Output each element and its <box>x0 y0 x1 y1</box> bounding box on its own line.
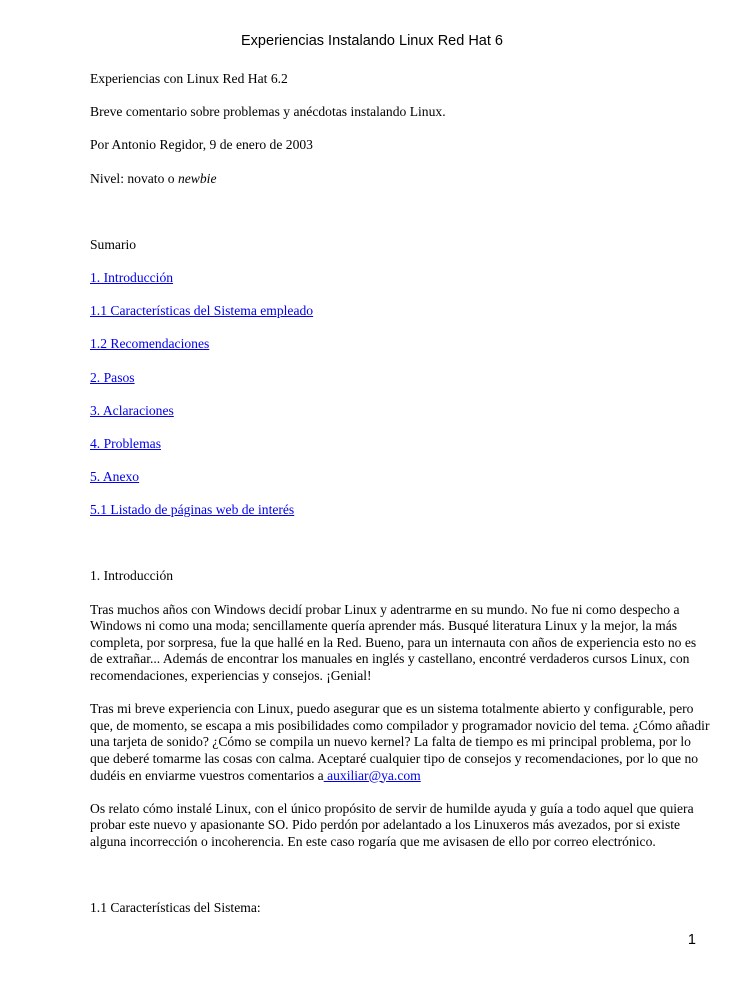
toc-link-recomendaciones[interactable]: 1.2 Recomendaciones <box>90 336 210 352</box>
spacer <box>90 535 710 568</box>
toc-link-aclaraciones[interactable]: 3. Aclaraciones <box>90 402 174 418</box>
toc-item <box>90 370 710 387</box>
toc-link-caracteristicas[interactable]: 1.1 Características del Sistema empleado <box>90 303 314 319</box>
paragraph-2 <box>90 701 710 784</box>
toc-link-anexo[interactable]: 5. Anexo <box>90 469 140 485</box>
toc-item <box>90 502 710 519</box>
toc-item <box>90 270 710 287</box>
document-subtitle: Breve comentario sobre problemas y anécdotas instalando Linux. <box>90 104 446 120</box>
toc-item <box>90 469 710 486</box>
toc-item <box>90 303 710 320</box>
toc-item <box>90 403 710 420</box>
paragraph-1: Tras muchos años con Windows decidí probar Linux y adentrarme en su mundo. No fue ni como despecho a Windows ni como una moda; sencillamente quería aprender más. Busqué literatura Linux y la mejor, la más completa, por sorpresa, fue la que hallé en la Red. Bueno, para un internauta con años de experiencia esto no es de extrañar... Además de encontrar los manuales en inglés y castellano, encontré verdaderos cursos Linux, con recomendaciones, experiencias y consejos. ¡Genial! <box>90 601 697 683</box>
level-line <box>90 171 710 188</box>
paragraph-3: Os relato cómo instalé Linux, con el único propósito de servir de humilde ayuda y guía a todo aquel que quiera probar este nuevo y apasionante SO. Pido perdón por adelantado a los Linuxeros más avezados, por si existe alguna incorrección o incoherencia. En este caso rogaría que me avisasen de ello por correo electrónico. <box>90 800 694 849</box>
section-heading-caracteristicas: 1.1 Características del Sistema: <box>90 900 261 916</box>
byline: Por Antonio Regidor, 9 de enero de 2003 <box>90 137 313 153</box>
toc-link-paginas-web[interactable]: 5.1 Listado de páginas web de interés <box>90 502 295 518</box>
level-prefix: Nivel: novato o <box>90 170 178 186</box>
toc-link-pasos[interactable]: 2. Pasos <box>90 369 135 385</box>
table-of-contents <box>90 270 710 519</box>
summary-heading: Sumario <box>90 236 137 252</box>
toc-link-introduccion[interactable]: 1. Introducción <box>90 269 174 285</box>
section-heading-introduccion: 1. Introducción <box>90 568 174 584</box>
document-body <box>90 71 710 933</box>
document-title: Experiencias con Linux Red Hat 6.2 <box>90 71 288 86</box>
spacer <box>90 867 710 900</box>
toc-item <box>90 436 710 453</box>
toc-link-problemas[interactable]: 4. Problemas <box>90 435 161 451</box>
level-italic: newbie <box>177 170 217 186</box>
page-number: 1 <box>687 932 696 948</box>
spacer <box>90 204 710 237</box>
paragraph-2-text: Tras mi breve experiencia con Linux, puedo asegurar que es un sistema totalmente abierto y configurable, pero que, de momento, se escapa a mis posibilidades como compilador y programador novicio del tema. ¿Cómo añadir una tarjeta de sonido? ¿Cómo se compila un nuevo kernel? La falta de tiempo es mi principal problema, por lo que deberé tomarme las cosas con calma. Aceptaré cualquier tipo de consejos y recomendaciones, por lo que no dudéis en enviarme vuestros comentarios a <box>90 701 710 783</box>
page-header: Experiencias Instalando Linux Red Hat 6 <box>241 33 503 49</box>
toc-item <box>90 336 710 353</box>
email-link[interactable]: auxiliar@ya.com <box>323 767 421 783</box>
